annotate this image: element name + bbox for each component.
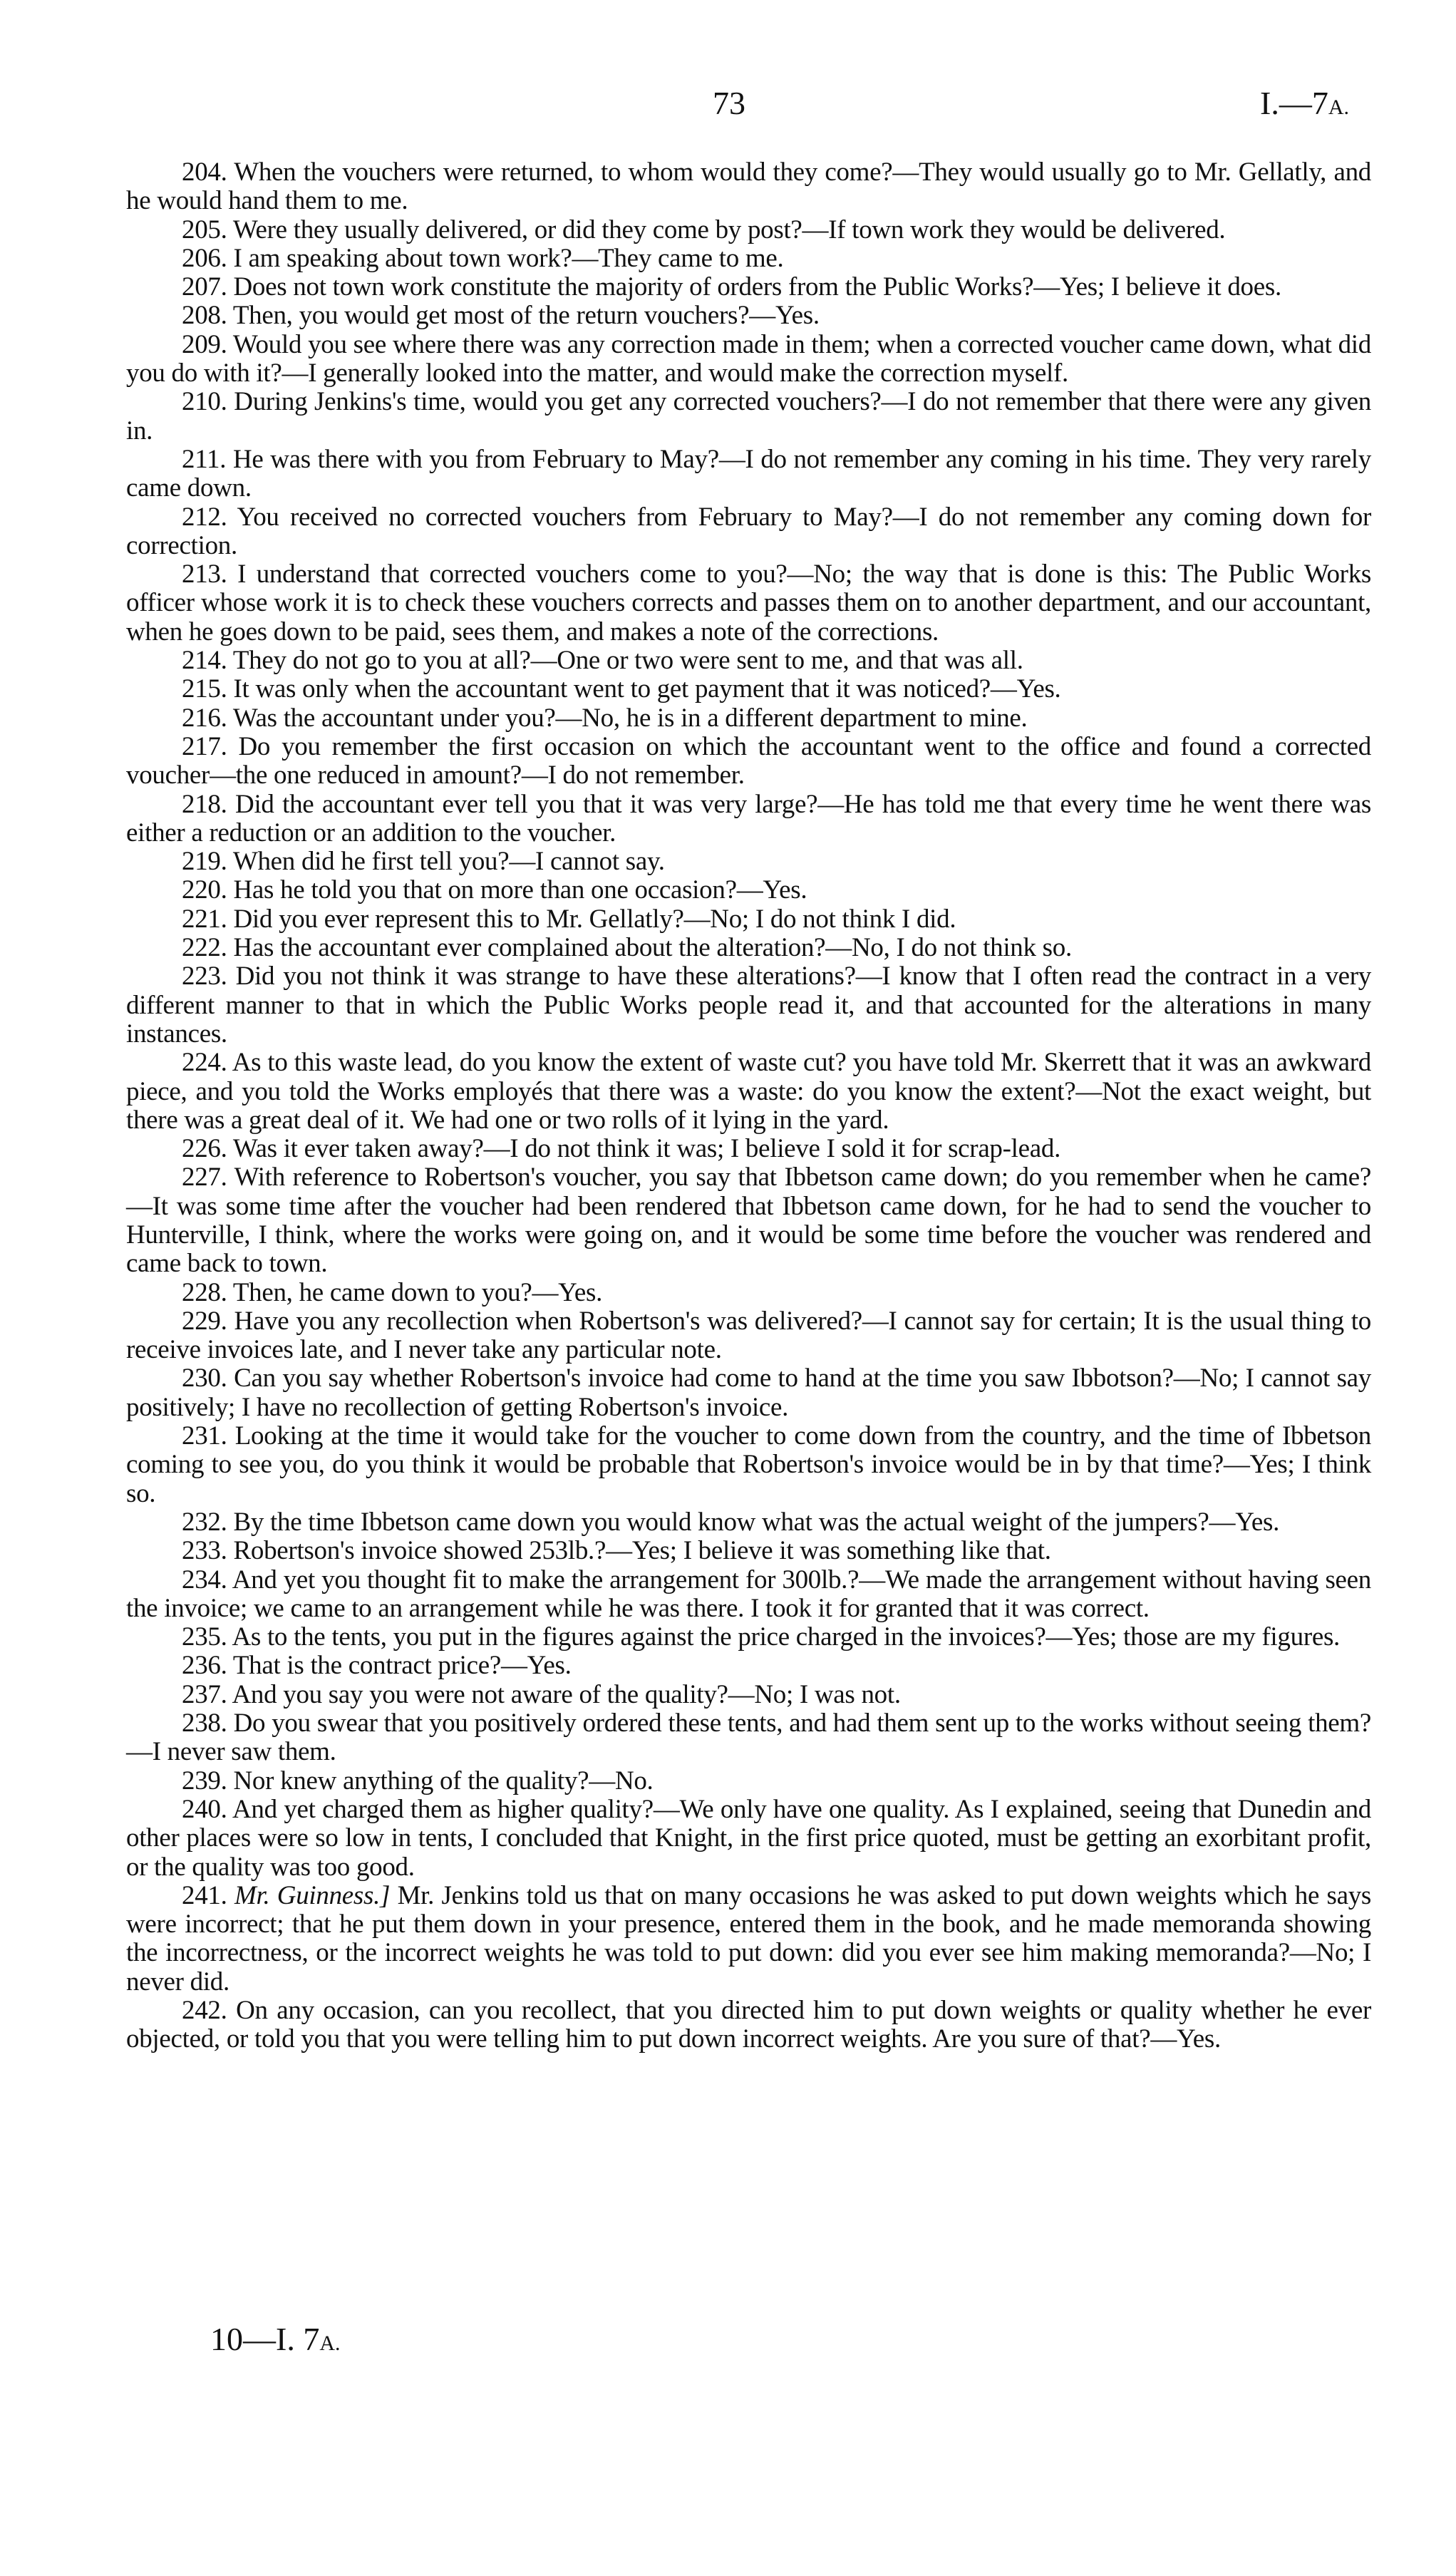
question-number: 214. [182,646,227,676]
question-number: 236. [182,1651,227,1681]
question-number: 215. [182,674,227,704]
testimony-paragraph [126,388,1371,445]
question-number: 237. [182,1679,227,1709]
printer-signature [210,2320,341,2358]
testimony-paragraph [126,646,1371,675]
document-reference-main: I.—7 [1260,85,1328,121]
testimony-paragraph [126,847,1371,876]
document-reference [1260,84,1349,122]
question-number: 209. [182,329,227,359]
question-answer-text: It was only when the accountant went to get payment that it was noticed?—Yes. [233,674,1061,704]
question-number: 242. [182,1996,227,2025]
question-answer-text: Mr. Jenkins told us that on many occasions he was asked to put down weights which he says were incorrect; that he put them down in your presence, entered them in the book, and he made memoranda showing the incorrectness, or the incorrect weights he was told to put down: did you ever see him making memoranda?—No; I never did. [126,1880,1372,1997]
question-answer-text: As to this waste lead, do you know the extent of waste cut? you have told Mr. Skerrett that it was an awkward piece, and you told the Works employés that there was a waste: do you know the extent?—Not the exact weight, but there was a great deal of it. We had one or two rolls of it lying in the yard. [126,1048,1371,1135]
question-number: 222. [182,933,227,963]
question-number: 233. [182,1536,227,1566]
testimony-paragraph [126,704,1371,733]
testimony-paragraph [126,1882,1371,1997]
question-answer-text: When did he first tell you?—I cannot say. [232,847,665,877]
question-answer-text: You received no corrected vouchers from February to May?—I do not remember any coming down for correction. [126,502,1371,560]
question-number: 207. [182,272,227,302]
question-answer-text: Did you not think it was strange to have these alterations?—I know that I often read the contract in a very different manner to that in which the Public Works people read it, and that accounted for the alterations in many instances. [126,962,1371,1049]
question-answer-text: They do not go to you at all?—One or two were sent to me, and that was all. [232,646,1023,676]
question-answer-text: Then, you would get most of the return vouchers?—Yes. [232,301,820,331]
question-number: 232. [182,1507,227,1537]
testimony-paragraph [126,1364,1371,1422]
question-answer-text: Did the accountant ever tell you that it was very large?—He has told me that every time he went there was either a reduction or an addition to the voucher. [126,789,1372,847]
speaker-name: Mr. Guinness.] [234,1880,391,1910]
testimony-paragraph [126,560,1371,646]
testimony-paragraph [126,1566,1371,1624]
testimony-body [126,158,1371,2054]
question-number: 238. [182,1709,227,1738]
testimony-paragraph [126,1422,1371,1508]
question-number: 227. [182,1163,227,1192]
testimony-paragraph [126,244,1371,273]
testimony-paragraph [126,1508,1371,1537]
testimony-paragraph [126,1307,1371,1365]
testimony-paragraph [126,445,1371,503]
question-answer-text: Then, he came down to you?—Yes. [232,1277,603,1307]
testimony-paragraph [126,1767,1371,1796]
testimony-paragraph [126,1163,1371,1278]
printer-signature-suffix: A. [319,2332,341,2355]
question-answer-text: Do you swear that you positively ordered these tents, and had them sent up to the works without seeing them?—I never saw them. [126,1709,1371,1767]
question-answer-text: Do you remember the first occasion on which the accountant went to the office and found a corrected voucher—the one reduced in amount?—I do not remember. [126,731,1371,790]
question-answer-text: I understand that corrected vouchers come to you?—No; the way that is done is this: The Public Works officer whose work it is to check these vouchers corrects and passes them on to another department, and our accountant, when he goes down to be paid, sees them, and makes a note of the corrections. [126,560,1371,646]
question-answer-text: Nor knew anything of the quality?—No. [233,1766,654,1796]
question-answer-text: And you say you were not aware of the quality?—No; I was not. [232,1679,901,1709]
testimony-paragraph [126,1537,1371,1565]
question-answer-text: As to the tents, you put in the figures against the price charged in the invoices?—Yes; those are my figures. [232,1622,1341,1652]
page-number: 73 [713,85,745,121]
testimony-paragraph [126,1623,1371,1652]
question-answer-text: Were they usually delivered, or did they come by post?—If town work they would be delivered. [232,215,1226,244]
testimony-paragraph [126,1681,1371,1709]
testimony-paragraph [126,934,1371,962]
question-number: 231. [182,1421,227,1451]
testimony-paragraph [126,1652,1371,1680]
question-number: 241. [182,1880,227,1910]
testimony-paragraph [126,158,1371,216]
question-answer-text: And yet charged them as higher quality?—We only have one quality. As I explained, seeing that Dunedin and other places were so low in tents, I concluded that Knight, in the first price quoted, must be getting an exorbitant profit, or the quality was too good. [126,1794,1371,1882]
question-number: 204. [182,158,227,187]
question-number: 220. [182,875,227,905]
testimony-paragraph [126,1135,1371,1163]
document-reference-suffix: A. [1328,96,1349,119]
testimony-paragraph [126,1049,1371,1135]
testimony-paragraph [126,733,1371,790]
question-answer-text: When the vouchers were returned, to whom would they come?—They would usually go to Mr. Gellatly, and he would hand them to me. [126,158,1371,216]
question-number: 219. [182,847,227,877]
question-number: 217. [182,731,227,761]
question-number: 208. [182,301,227,331]
question-number: 239. [182,1766,227,1796]
testimony-paragraph [126,876,1371,905]
question-answer-text: By the time Ibbetson came down you would know what was the actual weight of the jumpers?—Yes. [233,1507,1280,1537]
question-number: 216. [182,703,227,733]
testimony-paragraph [126,675,1371,704]
testimony-paragraph [126,273,1371,302]
question-answer-text: He was there with you from February to May?—I do not remember any coming in his time. They very rarely came down. [126,444,1371,503]
printer-signature-main: 10—I. 7 [210,2321,320,2357]
question-number: 212. [182,502,227,532]
question-answer-text: Was the accountant under you?—No, he is in a different department to mine. [232,703,1028,733]
testimony-paragraph [126,1709,1371,1767]
question-answer-text: Was it ever taken away?—I do not think it was; I believe I sold it for scrap-lead. [232,1134,1061,1164]
question-number: 226. [182,1134,227,1164]
question-number: 235. [182,1622,227,1652]
question-number: 223. [182,962,227,991]
question-answer-text: Has the accountant ever complained about the alteration?—No, I do not think so. [233,933,1072,963]
testimony-paragraph [126,905,1371,934]
testimony-paragraph [126,1997,1371,2054]
question-answer-text: Has he told you that on more than one occasion?—Yes. [233,875,807,905]
question-answer-text: During Jenkins's time, would you get any corrected vouchers?—I do not remember that there were any given in. [126,387,1371,445]
testimony-paragraph [126,1279,1371,1307]
question-number: 205. [182,215,227,244]
question-answer-text: That is the contract price?—Yes. [232,1651,572,1681]
question-number: 240. [182,1794,227,1824]
testimony-paragraph [126,216,1371,244]
question-number: 230. [182,1364,227,1393]
question-number: 229. [182,1306,227,1336]
question-number: 218. [182,789,227,819]
testimony-paragraph [126,962,1371,1049]
question-answer-text: I am speaking about town work?—They came to me. [233,243,784,273]
question-answer-text: Did you ever represent this to Mr. Gellatly?—No; I do not think I did. [233,904,956,934]
question-number: 206. [182,243,227,273]
question-number: 210. [182,387,227,417]
question-answer-text: Would you see where there was any correction made in them; when a corrected voucher came down, what did you do with it?—I generally looked into the matter, and would make the correction myself. [126,329,1371,388]
testimony-paragraph [126,331,1371,388]
question-answer-text: Can you say whether Robertson's invoice had come to hand at the time you saw Ibbotson?—No; I cannot say positively; I have no recollection of getting Robertson's invoice. [126,1364,1371,1422]
testimony-paragraph [126,790,1371,848]
question-answer-text: Looking at the time it would take for the voucher to come down from the country, and the time of Ibbetson coming to see you, do you think it would be probable that Robertson's invoice would be in by that time?—Yes; I think so. [126,1421,1371,1508]
question-answer-text: Have you any recollection when Robertson's was delivered?—I cannot say for certain; It is the usual thing to receive invoices late, and I never take any particular note. [126,1306,1371,1365]
question-number: 221. [182,904,227,934]
testimony-paragraph [126,1796,1371,1882]
question-answer-text: Does not town work constitute the majority of orders from the Public Works?—Yes; I believe it does. [233,272,1281,302]
question-number: 234. [182,1565,227,1594]
testimony-paragraph [126,503,1371,561]
question-number: 213. [182,560,227,589]
testimony-paragraph [126,302,1371,330]
question-answer-text: Robertson's invoice showed 253lb.?—Yes; I believe it was something like that. [233,1536,1051,1566]
question-answer-text: And yet you thought fit to make the arrangement for 300lb.?—We made the arrangement without having seen the invoice; we came to an arrangement while he was there. I took it for granted that it was correct. [126,1565,1371,1623]
question-number: 211. [182,444,227,474]
question-answer-text: With reference to Robertson's voucher, you say that Ibbetson came down; do you remember when he came?—It was some time after the voucher had been rendered that Ibbetson came down, for he had to send the voucher to Hunterville, I think, where the works were going on, and it would be some time before the voucher was rendered and came back to town. [126,1163,1371,1279]
question-answer-text: On any occasion, can you recollect, that you directed him to put down weights or quality whether he ever objected, or told you that you were telling him to put down incorrect weights. Are you sure of that?—Yes. [126,1996,1371,2054]
question-number: 228. [182,1277,227,1307]
question-number: 224. [182,1048,227,1078]
